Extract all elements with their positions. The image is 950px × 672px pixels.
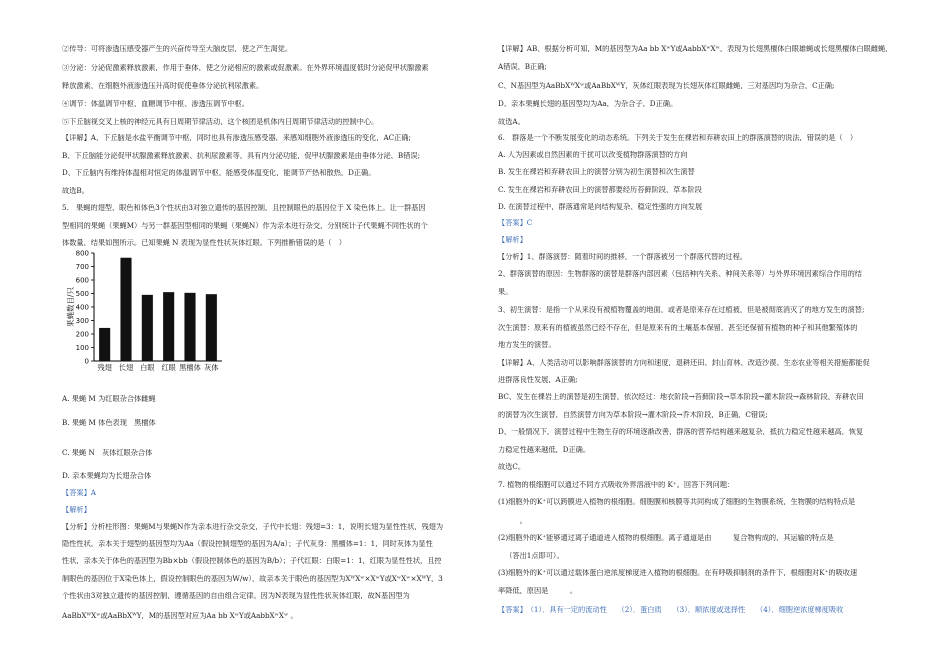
answer-label: 【答案】A bbox=[62, 489, 96, 497]
text-line: C. 发生在裸岩和弃耕农田上的演替都要经历苔藓阶段、草本阶段 bbox=[498, 186, 702, 194]
text-line: ③分泌：分泌促激素释放激素，作用于垂体，使之分泌相应的激素或促激素。在外界环境温度低时分泌促甲状腺激素 bbox=[62, 64, 429, 72]
text-line: 的演替为次生演替，自然演替方向为草本阶段→灌木阶段→乔木阶段，B正确，C错误; bbox=[498, 411, 768, 419]
text-line: B. 发生在裸岩和弃耕农田上的演替分别为初生演替和次生演替 bbox=[498, 168, 695, 176]
text-line: D、一般情况下，演替过程中生物生存的环境逐渐改善，群落的营养结构越来越复杂，抵抗力稳定性越来越高，恢复 bbox=[498, 428, 864, 436]
bar bbox=[163, 292, 174, 361]
y-tick-label: 500 bbox=[75, 290, 89, 298]
text-line: A错误，B正确; bbox=[498, 63, 547, 71]
text-line: 释放激素，在细胞外液渗透压升高时促使垂体分泌抗利尿激素。 bbox=[62, 82, 264, 90]
text-line: D、下丘脑内有维持体温相对恒定的体温调节中枢，能感受体温变化，能调节产热和散热，D正确。 bbox=[62, 169, 376, 177]
text-line: (2)细胞外的K⁺能够通过离子通道进入植物的根细胞。离子通道是由______复合物构成的，其运输的特点是______ bbox=[498, 534, 856, 542]
y-tick-label: 600 bbox=[75, 276, 89, 285]
bar bbox=[184, 293, 195, 361]
text-line: 6. 群落是一个不断发展变化的动态系统。下列关于发生在裸岩和弃耕农田上的群落演替的说法，错误的是（ ） bbox=[498, 134, 858, 142]
text-line: __（答出1点即可）。 bbox=[498, 552, 564, 560]
text-line: B、下丘脑能分泌促甲状腺激素释放激素、抗利尿激素等，具有内分泌功能，促甲状腺激素是由垂体分泌，B错误; bbox=[62, 152, 420, 160]
y-tick-label: 800 bbox=[75, 249, 89, 258]
text-line: D. 亲本果蝇均为长翅杂合体 bbox=[62, 472, 152, 480]
answer-label: 【解析】 bbox=[498, 236, 527, 244]
text-line: 【详解】A、下丘脑是水盐平衡调节中枢，同时也具有渗透压感受器，来感知细胞外液渗透压的变化，AC正确; bbox=[62, 134, 411, 142]
y-tick-label: 300 bbox=[75, 317, 89, 325]
x-tick-label: 黑檀体 bbox=[179, 363, 201, 372]
text-line: 故选C。 bbox=[498, 463, 526, 471]
text-line: 【详解】A、人类活动可以影响群落演替的方向和速度，退耕还田、封山育林、改造沙漠、生态农业等相关措施都能促 bbox=[498, 359, 870, 367]
bar bbox=[206, 294, 217, 361]
y-tick-label: 200 bbox=[75, 330, 89, 339]
x-tick-label: 白眼 bbox=[140, 363, 155, 372]
text-line: 【分析】1、群落演替：随着时间的推移，一个群落被另一个群落代替的过程。 bbox=[498, 253, 747, 261]
text-line: 制眼色的基因位于X染色体上，假设控制眼色的基因为W/w），故亲本关于眼色的基因型为XᵂXʷ×XʷY或XʷXʷ×XᵂY，3 bbox=[62, 575, 443, 583]
text-line: 率降低，原因是______。 bbox=[498, 587, 578, 595]
text-line: 故选B。 bbox=[62, 187, 89, 195]
text-line: 7. 植物的根细胞可以通过不同方式吸收外界溶液中的 K⁺。回答下列问题： bbox=[498, 481, 735, 489]
text-line: 2、群落演替的原因：生物群落的演替是群落内部因素（包括种内关系、种间关系等）与外界环境因素综合作用的结 bbox=[498, 270, 862, 278]
text-line: 性状，亲本关于体色的基因型为Bb×bb（假设控制体色的基因为B/b）；子代红眼：白眼=1：1，红眼为显性性状，且控 bbox=[62, 557, 442, 565]
text-line: 体数量，结果如图所示。已知果蝇 N 表现为显性性状灰体红眼。下列推断错误的是（ ） bbox=[62, 239, 346, 247]
text-line: 地方发生的演替。 bbox=[498, 341, 556, 349]
text-line: 型相同的果蝇（果蝇M）与另一群基因型相同的果蝇（果蝇N）作为亲本进行杂交，分别统计子代果蝇不同性状的个 bbox=[62, 222, 428, 230]
answer-label: 【解析】 bbox=[62, 506, 91, 514]
text-line: ______。 bbox=[498, 517, 527, 525]
y-axis-label: 果蝇数目/只 bbox=[66, 286, 75, 328]
y-tick-label: 700 bbox=[75, 263, 89, 271]
text-line: AaBbXᵂXʷ或AaBbXᵂY，M的基因型对应为Aa bb XʷY或AabbXʷXʷ 。 bbox=[62, 612, 298, 620]
text-line: (1)细胞外的K⁺可以跨膜进入植物的根细胞。细胞膜和核膜等共同构成了细胞的生物膜系统，生物膜的结构特点是 bbox=[498, 498, 856, 506]
bar bbox=[120, 258, 131, 361]
text-line: 【分析】分析柱形图：果蝇M与果蝇N作为亲本进行杂交杂交，子代中长翅：残翅=3：1，说明长翅为显性性状，残翅为 bbox=[62, 523, 444, 531]
y-tick-label: 0 bbox=[84, 357, 89, 366]
text-line: ②传导：可将渗透压感受器产生的兴奋传导至大脑皮层，使之产生渴觉。 bbox=[62, 45, 293, 53]
bar-chart bbox=[62, 247, 232, 377]
x-tick-label: 灰体 bbox=[204, 363, 219, 372]
bar-chart-svg bbox=[62, 247, 232, 377]
text-line: 力稳定性越来越低，D正确。 bbox=[498, 446, 591, 454]
x-tick-label: 残翅 bbox=[97, 363, 112, 372]
text-line: 果。 bbox=[498, 288, 513, 296]
text-line: ⑤下丘脑视交叉上核的神经元具有日周期节律活动，这个核团是机体内日周期节律活动的控制中心。 bbox=[62, 118, 379, 126]
answer-label: 【答案】C bbox=[498, 219, 533, 227]
text-line: 次生演替：原来有的植被虽然已经不存在，但是原来有的土壤基本保留，甚至还保留有植物的种子和其他繁殖体的 bbox=[498, 324, 858, 332]
text-line: 5. 果蝇的翅型、眼色和体色3个性状由3对独立遗传的基因控制，且控制眼色的基因位于 X 染色体上。让一群基因 bbox=[62, 204, 426, 212]
y-tick-label: 100 bbox=[75, 344, 89, 352]
text-line: D. 在演替过程中，群落通常是向结构复杂、稳定性强的方向发展 bbox=[498, 203, 703, 211]
text-line: D、亲本果蝇长翅的基因型均为Aa，为杂合子，D正确。 bbox=[498, 100, 678, 108]
bar bbox=[99, 328, 110, 361]
text-line: BC、发生在裸岩上的演替是初生演替，依次经过：地衣阶段→苔藓阶段→草本阶段→灌木阶段→森林阶段，弃耕农田 bbox=[498, 393, 864, 401]
text-line: 故选A。 bbox=[498, 118, 525, 126]
text-line: ④调节：体温调节中枢、血糖调节中枢、渗透压调节中枢。 bbox=[62, 100, 249, 108]
text-line: C、N基因型为AaBbXᵂXʷ或AaBbXᵂY，灰体红眼表现为长翅灰体红眼雌蝇，三对基因均为杂合，C正确; bbox=[498, 82, 835, 90]
text-line: 3、初生演替：是指一个从来没有被植物覆盖的地面，或者是原来存在过植被，但是被彻底消灭了的地方发生的演替; bbox=[498, 306, 865, 314]
answer-label: 【答案】 （1）．具有一定的流动性 （2）．蛋白质 （3）．顺浓度或选择性 （4）．细胞逆浓度梯度吸收 bbox=[498, 606, 844, 614]
text-line: 隐性性状，亲本关于翅型的基因型均为Aa（假设控制翅型的基因为A/a）；子代灰身：黑檀体=1：1，同时灰体为显性 bbox=[62, 540, 433, 548]
text-line: A. 果蝇 M 为红眼杂合体雌蝇 bbox=[62, 395, 156, 403]
text-line: (3)细胞外的K⁺可以通过载体蛋白逆浓度梯度进入植物的根细胞。在有呼吸抑制剂的条件下，根细胞对K⁺的吸收速 bbox=[498, 569, 858, 577]
text-line: 进群落良性发展，A正确; bbox=[498, 376, 578, 384]
text-line: C. 果蝇 N 灰体红眼杂合体 bbox=[62, 449, 153, 457]
text-line: A. 人为因素或自然因素的干扰可以改变植物群落演替的方向 bbox=[498, 151, 688, 159]
x-tick-label: 长翅 bbox=[118, 363, 134, 372]
text-line: 【详解】AB、根据分析可知，M的基因型为Aa bb XʷY或AabbXʷXʷ，表现为长翅黑檀体白眼雄蝇或长翅黑檀体白眼雌蝇， bbox=[498, 45, 893, 53]
bar bbox=[142, 295, 153, 361]
x-tick-label: 红眼 bbox=[161, 363, 176, 372]
y-tick-label: 400 bbox=[75, 303, 89, 312]
text-line: 个性状由3对独立遗传的基因控制，遵循基因的自由组合定律。因为N表现为显性性状灰体红眼，故N基因型为 bbox=[62, 592, 410, 600]
text-line: B. 果蝇 M 体色表现 黑檀体 bbox=[62, 419, 156, 427]
